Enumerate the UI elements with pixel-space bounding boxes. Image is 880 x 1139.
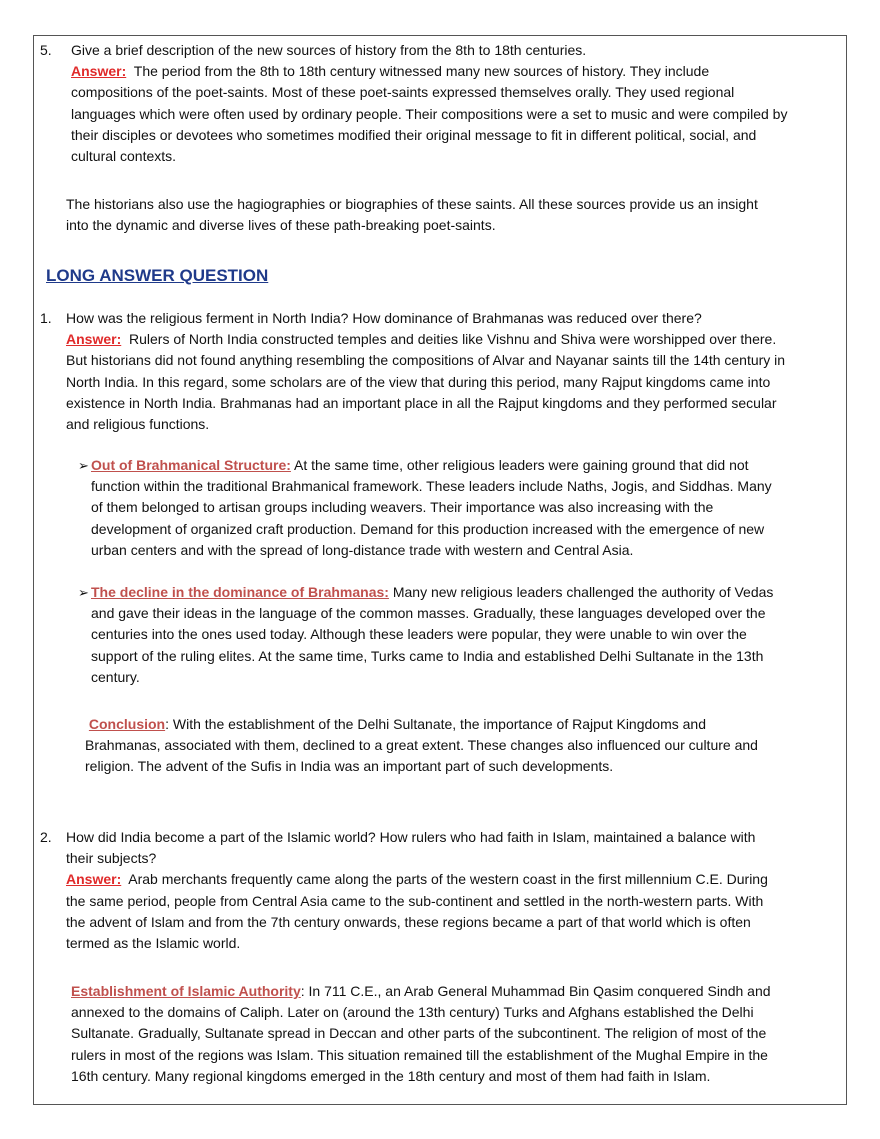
bullet-item: [78, 582, 786, 688]
q2-answer: [66, 869, 786, 954]
conclusion-text: : With the establishment of the Delhi Sultanate, the importance of Rajput Kingdoms and Brahmanas, associated with them, declined to a great extent. These changes also influenced our culture and religion. The advent of the Sufis in India was an important part of such developments.: [85, 716, 758, 775]
answer-label: Answer:: [66, 871, 122, 888]
establishment-label: Establishment of Islamic Authority: [71, 983, 301, 999]
arrow-bullet-icon: ➢: [78, 585, 89, 600]
q2-establishment: [71, 981, 781, 1087]
q2-number: 2.: [40, 829, 52, 845]
q2-question: How did India become a part of the Islamic world? How rulers who had faith in Islam, maintained a balance with their subjects?: [66, 829, 756, 867]
q1-number: 1.: [40, 310, 52, 326]
establishment-text: : In 711 C.E., an Arab General Muhammad Bin Qasim conquered Sindh and annexed to the domains of Caliph. Later on (around the 13th century) Turks and Afghans established the Delhi Sultanate. Gradually, Sultanate spread in Deccan and other parts of the subcontinent. The religion of most of the rulers in most of the regions was Islam. This situation remained till the establishment of the Mughal Empire in the 16th century. Many regional kingdoms emerged in the 18th century and most of them had faith in Islam.: [71, 983, 771, 1084]
q1-question: How was the religious ferment in North India? How dominance of Brahmanas was reduced over there?: [66, 310, 702, 326]
q1-block: [66, 308, 786, 435]
bullet-text: At the same time, other religious leaders were gaining ground that did not function within the traditional Brahmanical framework. These leaders include Naths, Jogis, and Siddhas. Many of them belonged to artisan groups including weavers. Their importance was also increasing with the development of organized craft production. Demand for this production increased with the emergence of new urban centers and with the spread of long-distance trade with western and Central Asia.: [91, 457, 772, 558]
q5-para2: The historians also use the hagiographies or biographies of these saints. All these sources provide us an insight into the dynamic and diverse lives of these path-breaking poet-saints.: [66, 196, 758, 234]
bullet-text: Many new religious leaders challenged the authority of Vedas and gave their ideas in the language of the common masses. Gradually, these languages developed over the centuries into the ones used today. Although these leaders were popular, they were unable to win over the support of the ruling elites. At the same time, Turks came to India and established Delhi Sultanate in the 13th century.: [91, 584, 774, 685]
answer-text: The period from the 8th to 18th century witnessed many new sources of history. They include compositions of the poet-saints. Most of these poet-saints expressed themselves orally. They used regional languages which were often used by ordinary people. Their compositions were a set to music and were compiled by their disciples or devotees who sometimes modified their original message to fit in different political, social, and cultural contexts.: [71, 63, 788, 165]
conclusion-label: Conclusion: [88, 716, 166, 732]
arrow-bullet-icon: ➢: [78, 458, 89, 473]
answer-label: Answer:: [66, 331, 122, 348]
bullet-label: Out of Brahmanical Structure:: [91, 457, 291, 473]
bullet-label: The decline in the dominance of Brahmanas:: [91, 584, 389, 600]
answer-label: Answer:: [71, 63, 127, 80]
bullet-item: [78, 455, 786, 561]
answer-text: Arab merchants frequently came along the parts of the western coast in the first millennium C.E. During the same period, people from Central Asia came to the sub-continent and settled in the north-western parts. With the advent of Islam and from the 7th century onwards, these regions became a part of that world which is often termed as the Islamic world.: [66, 871, 768, 952]
q5-question: Give a brief description of the new sources of history from the 8th to 18th centuries.: [71, 42, 587, 58]
q1-conclusion: [85, 714, 775, 778]
q2-block: [66, 827, 786, 954]
q5-answer: [71, 61, 791, 167]
q1-answer: [66, 329, 786, 435]
answer-text: Rulers of North India constructed temples and deities like Vishnu and Shiva were worshipped over there. But historians did not found anything resembling the compositions of Alvar and Nayanar saints till the 14th century in North India. In this regard, some scholars are of the view that during this period, many Rajput kingdoms came into existence in North India. Brahmanas had an important place in all the Rajput kingdoms and they performed secular and religious functions.: [66, 331, 786, 433]
section-heading: LONG ANSWER QUESTION: [46, 266, 269, 285]
q5-block: [71, 40, 791, 167]
q5-number: 5.: [40, 42, 52, 58]
